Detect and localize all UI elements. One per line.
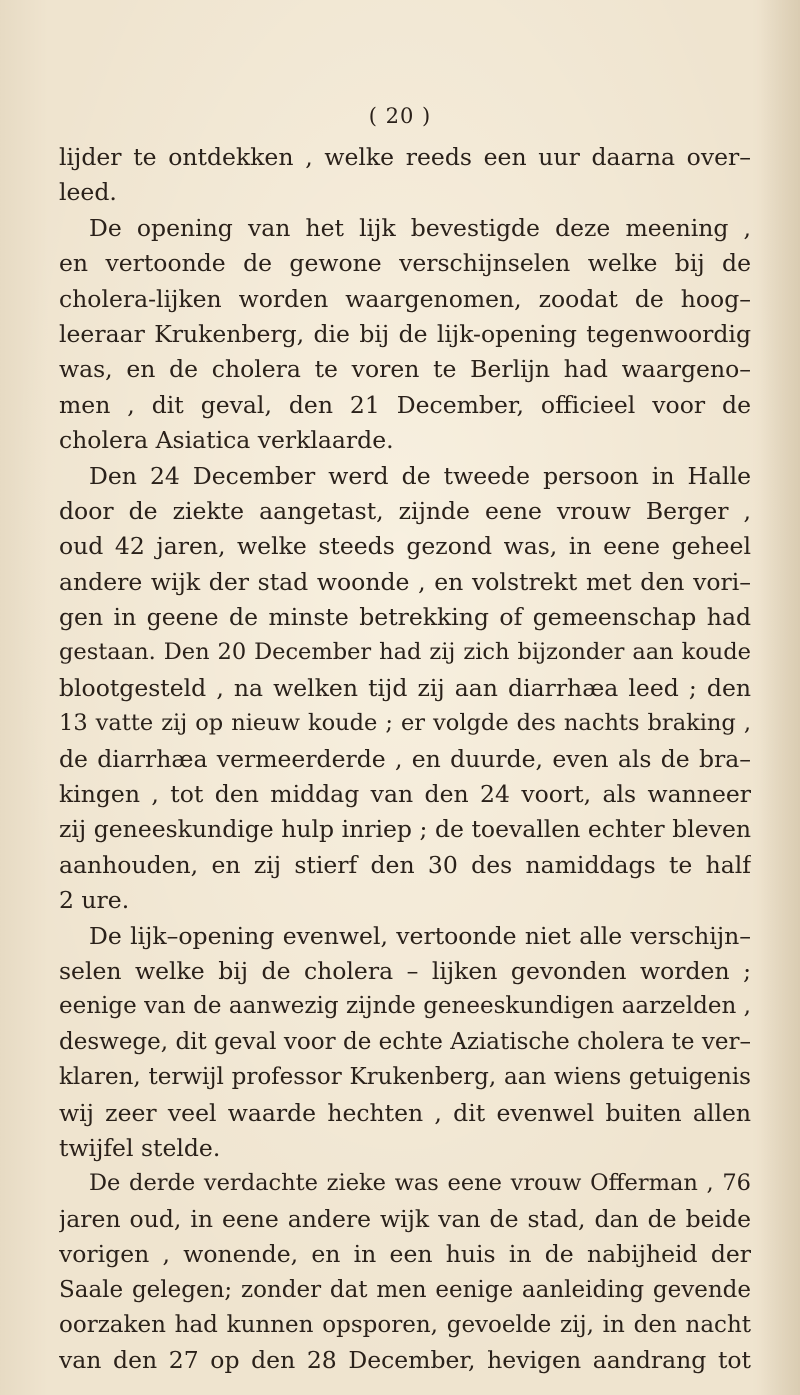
text-line: aanhouden, en zij stierf den 30 des namiddags te half bbox=[59, 850, 751, 879]
text-line: blootgesteld , na welken tijd zij aan diarrhæa leed ; den bbox=[59, 673, 751, 702]
text-line: cholera-lijken worden waargenomen, zoodat de hoog– bbox=[59, 284, 751, 313]
text-line: gestaan. Den 20 December had zij zich bijzonder aan koude bbox=[59, 639, 751, 666]
text-line: gen in geene de minste betrekking of gemeenschap had bbox=[59, 603, 751, 632]
text-line: men , dit geval, den 21 December, officieel voor de bbox=[59, 390, 751, 419]
text-line: wij zeer veel waarde hechten , dit evenwel buiten allen bbox=[59, 1098, 751, 1127]
text-line: De lijk–opening evenwel, vertoonde niet alle verschijn– bbox=[89, 921, 751, 950]
page-number: ( 20 ) bbox=[368, 104, 432, 128]
text-line: cholera Asiatica verklaarde. bbox=[59, 426, 394, 455]
text-line: twijfel stelde. bbox=[59, 1133, 221, 1162]
text-line: vorigen , wonende, en in een huis in de nabijheid der bbox=[59, 1240, 751, 1269]
text-line: en vertoonde de gewone verschijnselen welke bij de bbox=[59, 249, 751, 278]
text-line: leeraar Krukenberg, die bij de lijk-opening tegenwoordig bbox=[59, 319, 751, 348]
text-line: jaren oud, in eene andere wijk van de stad, dan de beide bbox=[59, 1204, 751, 1233]
text-line: 2 ure. bbox=[59, 886, 130, 915]
text-line: Den 24 December werd de tweede persoon in Halle bbox=[89, 461, 751, 490]
text-line: door de ziekte aangetast, zijnde eene vrouw Berger , bbox=[59, 496, 751, 525]
text-line: kingen , tot den middag van den 24 voort, als wanneer bbox=[59, 780, 751, 809]
page-edge-shadow bbox=[760, 0, 800, 1395]
text-line: de diarrhæa vermeerderde , en duurde, even als de bra– bbox=[59, 744, 751, 773]
text-line: deswege, dit geval voor de echte Aziatische cholera te ver– bbox=[59, 1028, 751, 1055]
text-line: zij geneeskundige hulp inriep ; de toevallen echter bleven bbox=[59, 815, 751, 844]
text-line: lijder te ontdekken , welke reeds een uur daarna over– bbox=[59, 143, 751, 171]
text-line: was, en de cholera te voren te Berlijn had waargeno– bbox=[59, 355, 751, 384]
text-line: eenige van de aanwezig zijnde geneeskundigen aarzelden , bbox=[59, 993, 751, 1020]
text-line: van den 27 op den 28 December, hevigen aandrang tot bbox=[59, 1346, 751, 1375]
text-line: Saale gelegen; zonder dat men eenige aanleiding gevende bbox=[59, 1276, 751, 1303]
text-line: 13 vatte zij op nieuw koude ; er volgde des nachts braking , bbox=[59, 710, 751, 737]
body-text bbox=[59, 140, 751, 1379]
text-line: oud 42 jaren, welke steeds gezond was, in eene geheel bbox=[59, 532, 751, 561]
text-line: oorzaken had kunnen opsporen, gevoelde zij, in den nacht bbox=[59, 1311, 751, 1338]
text-line: andere wijk der stad woonde , en volstrekt met den vori– bbox=[59, 567, 751, 596]
text-line: leed. bbox=[59, 178, 117, 207]
text-line: klaren, terwijl professor Krukenberg, aan wiens getuigenis bbox=[59, 1064, 751, 1091]
text-line: De derde verdachte zieke was eene vrouw Offerman , 76 bbox=[89, 1170, 751, 1197]
text-line: De opening van het lijk bevestigde deze meening , bbox=[89, 213, 751, 242]
text-line: selen welke bij de cholera – lijken gevonden worden ; bbox=[59, 956, 751, 985]
